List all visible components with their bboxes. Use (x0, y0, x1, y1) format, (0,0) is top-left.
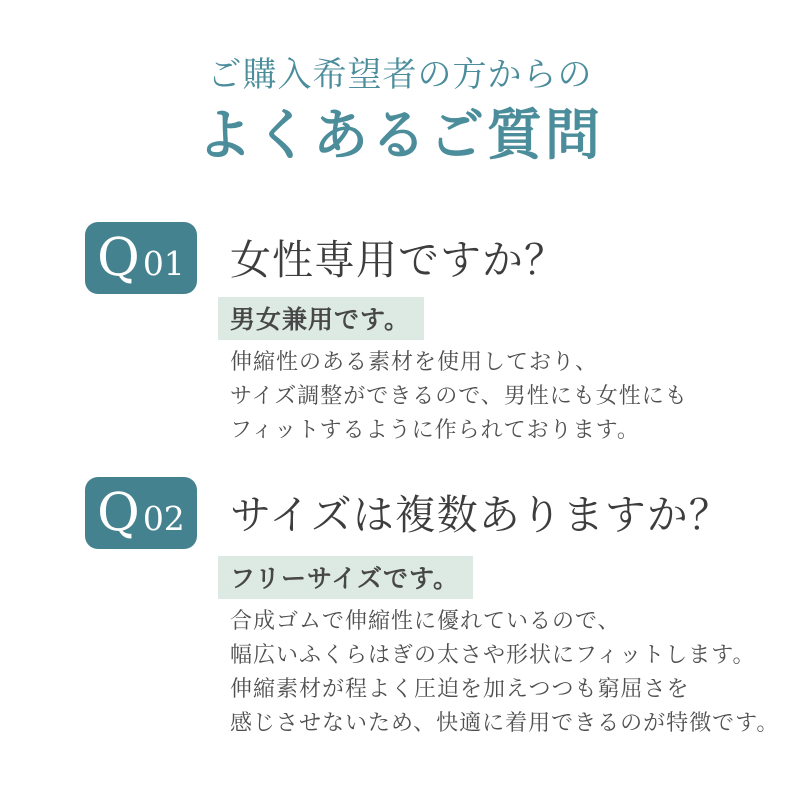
answer-body-q01 (230, 346, 688, 448)
answer-highlight-q01: 男女兼用です。 (218, 297, 424, 340)
answer-line: 伸縮素材が程よく圧迫を加えつつも窮屈さを (230, 677, 690, 702)
answer-line: 幅広いふくらはぎの太さや形状にフィットします。 (230, 643, 756, 668)
badge-letter: Q (97, 228, 140, 288)
answer-block-q01 (218, 297, 688, 448)
answer-body-q02 (230, 605, 779, 741)
badge-number: 01 (142, 244, 185, 283)
answer-block-q02 (218, 556, 779, 741)
badge-number: 02 (142, 499, 185, 538)
page-title: よくあるご質問 (196, 101, 603, 167)
answer-line: 伸縮性のある素材を使用しており、 (230, 350, 599, 375)
question-badge-q01 (85, 222, 197, 294)
answer-line: フィットするように作られております。 (230, 418, 640, 443)
faq-subtitle: ご購入希望者の方からの (207, 55, 593, 95)
question-text-q01: 女性専用ですか？ (230, 236, 566, 284)
answer-line: サイズ調整ができるので、男性にも女性にも (230, 384, 688, 409)
question-text-q02: サイズは複数ありますか？ (230, 491, 731, 539)
answer-line: 合成ゴムで伸縮性に優れているので、 (230, 609, 621, 634)
question-badge-q02 (85, 477, 197, 549)
badge-letter: Q (97, 483, 140, 543)
faq-header (0, 54, 800, 168)
answer-line: 感じさせないため、快適に着用できるのが特徴です。 (230, 711, 780, 736)
answer-highlight-q02: フリーサイズです。 (218, 556, 473, 599)
